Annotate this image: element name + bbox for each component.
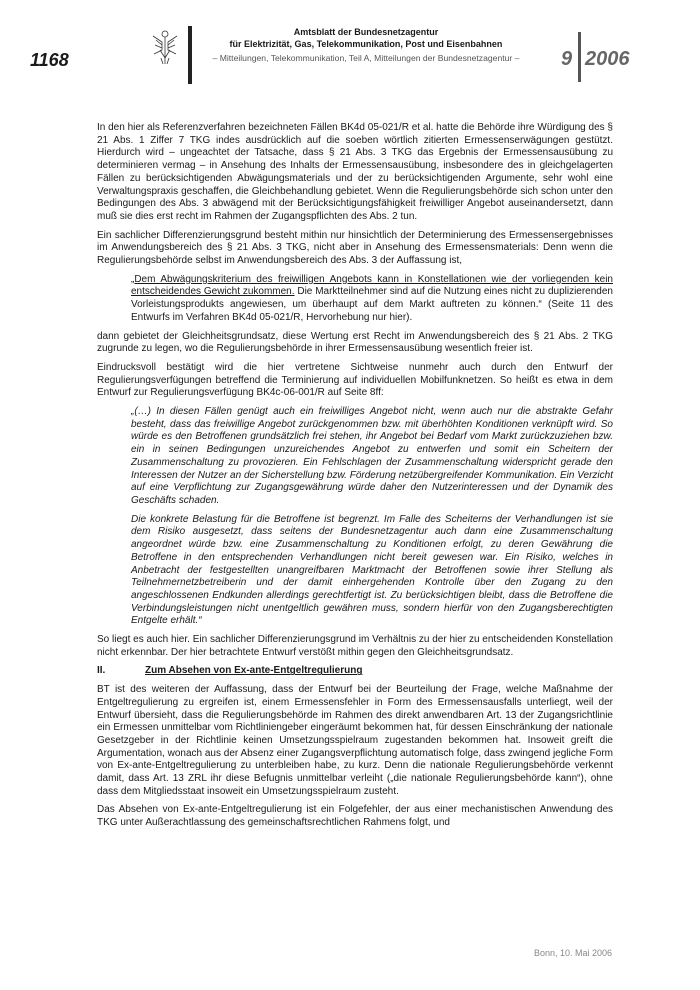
paragraph: So liegt es auch hier. Ein sachlicher Differenzierungsgrund im Verhältnis zu der hier zu entscheidenden Konstellation nicht erkennbar. Der hier betrachtete Entwurf verstößt mithin gegen den Gleichheitsgrundsatz.: [97, 634, 613, 658]
paragraph: dann gebietet der Gleichheitsgrundsatz, diese Wertung erst Recht im Anwendungsbereich des § 21 Abs. 2 TKG zugrunde zu legen, wo die Regulierungsbehörde in ihrer Ermessensausübung wesentlich freier ist.: [97, 330, 613, 355]
footer-place-date: Bonn, 10. Mai 2006: [533, 948, 612, 958]
journal-section: – Mitteilungen, Telekommunikation, Teil A, Mitteilungen der Bundesnetzagentur –: [212, 53, 520, 63]
italic-quotation: „(…) In diesen Fällen genügt auch ein freiwilliges Angebot nicht, wenn auch nur die abstrakte Gefahr besteht, dass das freiwillige Angebot zurückgenommen bzw. mit überhöhten Konditionen verknüpft wird. So würde es den Betroffenen grundsätzlich frei stehen, ihr Angebot bei Bedarf vom Markt zurückzuziehen bzw. ein in seinen Bedingungen unzureichendes Angebot zu entwerfen und somit ein Scheitern der Zusammenschaltung zu provozieren. Ein Fehlschlagen der Zusammenschaltung widerspricht gerade den Interessen der Nutzer an der Sicherstellung bzw. Förderung netzübergreifender Kommunikation. Ein Verzicht auf eine Verpflichtung zur Zugangsgewährung würde daher den Nutzerinteressen und der Dynamik des Geschäfts schaden.: [131, 406, 613, 506]
issue-number: 9: [561, 48, 573, 70]
issue-divider: [578, 32, 581, 82]
section-number: II.: [97, 665, 106, 677]
paragraph: Das Absehen von Ex-ante-Entgeltregulierung ist ein Folgefehler, der aus einer mechanistischen Anwendung des TKG unter Außerachtlassung des gemeinschaftsrechtlichen Rahmens folgt, und: [97, 804, 613, 829]
paragraph: In den hier als Referenzverfahren bezeichneten Fällen BK4d 05-021/R et al. hatte die Behörde ihre Würdigung des § 21 Abs. 1 Ziffer 7 TKG indes ausdrücklich auf die soeben wörtlich zitierten Ermessenserwägungen gestützt. Hierdurch wird – ungeachtet der Tatsache, dass § 21 Abs. 3 TKG das Ergebnis der Ermessensausübung zu determinieren vermag – in Ansehung des Inhalts der Ermessensausübung, insbesondere des in gleichgelagerten Fällen zu berücksichtigenden Abwägungsmaterials und der zu berücksichtigenden Argumente, sehr wohl eine Verwaltungspraxis geschaffen, die Gleichbehandlung gebietet. Wenn die Regulierungsbehörde sich schon unter den Bedingungen des Abs. 3 abwägend mit der Berücksichtigungsfähigkeit freiwilliger Angebot auseinandersetzt, dann muß sie dies erst recht im Rahmen der Zugangspflichten des Abs. 2 tun.: [97, 122, 613, 222]
journal-subtitle: für Elektrizität, Gas, Telekommunikation, Post und Eisenbahnen: [229, 39, 503, 49]
quotation-text: Die Marktteilnehmer sind auf die Nutzung eines nicht zu duplizierenden Vorleistungsprodukts angewiesen, um überhaupt auf dem Markt auftreten zu können.“ (Seite 11 des Entwurfs im Verfahren BK4d 05-021/R, Hervorhebung nur hier).: [131, 286, 613, 323]
journal-title: Amtsblatt der Bundesnetzagentur: [293, 27, 439, 37]
document-body: [97, 122, 613, 836]
quotation-emphasis: „Dem Abwägungskriterium des freiwilligen Angebots kann in Konstellationen wie der vorliegenden kein entscheidendes Gewicht zukommen.: [131, 273, 613, 298]
header-divider: [188, 26, 192, 84]
page-number: 1168: [30, 50, 69, 70]
quotation: [131, 274, 613, 325]
italic-quotation: Die konkrete Belastung für die Betroffene ist begrenzt. Im Falle des Scheiterns der Verhandlungen ist sie dem Risiko ausgesetzt, dass seitens der Bundesnetzagentur auch dann eine Zusammenschaltung angeordnet würde bzw. eine Zusammenschaltung zu Konditionen erfolgt, zu deren Gewährung die Betroffene in den entsprechenden Verhandlungen nicht bereit gewesen war. Ein Risiko, welches in Anbetracht der festgestellten unangreifbaren Marktmacht der Betroffenen sowie ihrer Stellung als Teilnehmernetzbetreiberin und der damit einhergehenden Kontrolle über den Zugang zu den angeschlossenen Endkunden allerdings gerechtfertigt ist. Zu berücksichtigen bleibt, dass die Betroffene die Verbindungsleistungen nicht unentgeltlich gewähren muss, sondern hierfür von den Zugangsberechtigten Entgelte erhält.“: [131, 513, 613, 627]
section-title: Zum Absehen von Ex-ante-Entgeltregulierung: [145, 665, 363, 677]
paragraph: BT ist des weiteren der Auffassung, dass der Entwurf bei der Beurteilung der Frage, welche Maßnahme der Entgeltregulierung zu ergreifen ist, einem Ermessensfehler in Form des Ermessensausfalls unterliegt, weil der Entwurf übersieht, dass die Regulierungsbehörde im Rahmen des direkt anwendbaren Art. 13 der Zugangsrichtlinie ein Ermessen unmittelbar vom Richtliniengeber eingeräumt bekommen hat, für dessen Einschränkung der nationale Gesetzgeber in der Richtlinie keinen Umsetzungsspielraum zugestanden bekommen hat. Insoweit greift die Argumentation, wonach aus der Absenz einer Zugangsverpflichtung automatisch folge, dass zwingend jegliche Form von Ex-ante-Entgeltregulierung zu unterbleiben habe, zu kurz. Denn die nationale Regulierungsbehörde verkennt damit, dass Art. 13 ZRL ihr diese Befugnis unmittelbar verleiht („die nationale Regulierungsbehörde kann“), ohne dass dem Mitgliedsstaat insoweit ein Umsetzungsspielraum zusteht.: [97, 684, 613, 797]
paragraph: Ein sachlicher Differenzierungsgrund besteht mithin nur hinsichtlich der Determinierung des Ermessensergebnisses im Anwendungsbereich des § 21 Abs. 3 TKG, nicht aber in Ansehung des Ermessensmaterials: Denn wenn die Regulierungsbehörde selbst im Anwendungsbereich des Abs. 3 der Auffassung ist,: [97, 229, 613, 267]
section-heading: [97, 665, 613, 678]
header-title-block: [196, 26, 536, 65]
paragraph: Eindrucksvoll bestätigt wird die hier vertretene Sichtweise nunmehr auch durch den Entwurf der Regulierungsverfügungen betreffend die Terminierung auf individuellen Mobilfunknetzen. So heißt es etwa in dem Entwurf zur Regulierungsverfügung BK4c-06-001/R auf Seite 8ff:: [97, 361, 613, 399]
federal-eagle-icon: [150, 28, 180, 66]
issue-year: 2006: [585, 48, 630, 70]
